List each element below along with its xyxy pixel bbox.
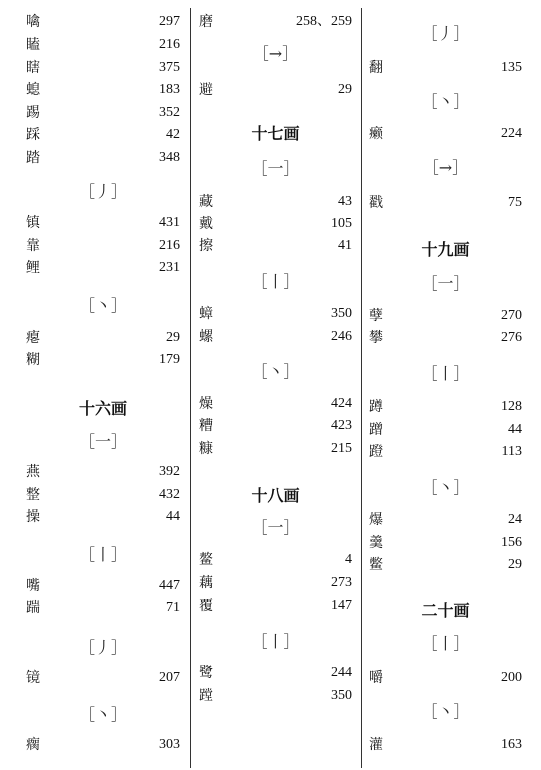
entry-character: 镇 [26, 215, 40, 231]
stroke-count-heading: 十七画 [251, 124, 300, 143]
index-entry [26, 148, 180, 168]
dot-leader [387, 124, 497, 144]
index-entry [369, 555, 522, 575]
entry-page-number: 71 [166, 600, 180, 615]
dot-leader [387, 306, 497, 326]
index-entry [199, 80, 352, 100]
entry-character: 覆 [199, 598, 213, 614]
entry-character: 糟 [199, 418, 213, 434]
stroke-count-heading: 十六画 [78, 399, 127, 418]
dot-leader [44, 735, 155, 755]
entry-character: 灌 [369, 737, 383, 753]
stroke-count-heading: 二十画 [421, 601, 470, 620]
entry-page-number: 431 [159, 215, 180, 230]
entry-character: 瘪 [26, 330, 40, 346]
dot-leader [397, 193, 504, 213]
dot-leader [217, 327, 327, 347]
dot-leader [44, 576, 155, 596]
entry-page-number: 207 [159, 670, 180, 685]
stroke-group-label: ［→］ [422, 158, 469, 177]
entry-page-number: 183 [159, 82, 180, 97]
stroke-group-label: ［一］ [78, 432, 127, 451]
index-entry [199, 416, 352, 436]
dot-leader [217, 686, 327, 706]
dot-leader [387, 397, 497, 417]
stroke-group-label: ［一］ [251, 518, 300, 537]
dot-leader [44, 12, 155, 32]
entry-character: 嚼 [369, 670, 383, 686]
entry-character: 鹭 [199, 665, 213, 681]
entry-page-number: 423 [331, 418, 352, 433]
index-entry [26, 80, 180, 100]
stroke-group-label: ［丶］ [78, 296, 127, 315]
entry-page-number: 350 [331, 306, 352, 321]
stroke-group-label: ［丶］ [251, 362, 300, 381]
dot-leader [44, 485, 155, 505]
dot-leader [217, 394, 327, 414]
entry-character: 瞌 [26, 37, 40, 53]
stroke-group-label: ［→］ [252, 44, 299, 63]
entry-character: 踩 [26, 127, 40, 143]
entry-character: 靠 [26, 238, 40, 254]
stroke-group-label: ［丶］ [421, 478, 470, 497]
entry-character: 藏 [199, 194, 213, 210]
index-entry [26, 735, 180, 755]
entry-page-number: 43 [338, 194, 352, 209]
dot-leader [44, 213, 155, 233]
dot-leader [44, 148, 155, 168]
entry-character: 翻 [369, 60, 383, 76]
entry-page-number: 432 [159, 487, 180, 502]
dot-leader [227, 236, 334, 256]
entry-page-number: 297 [159, 14, 180, 29]
dot-leader [44, 462, 155, 482]
index-entry [369, 533, 522, 553]
stroke-group-label: ［丨］ [78, 545, 127, 564]
dot-leader [387, 555, 504, 575]
index-entry [199, 327, 352, 347]
entry-page-number: 424 [331, 396, 352, 411]
index-entry [199, 394, 352, 414]
dot-leader [387, 668, 497, 688]
index-entry [26, 576, 180, 596]
index-entry [369, 668, 522, 688]
index-entry [369, 420, 522, 440]
stroke-group-label: ［一］ [251, 159, 300, 178]
entry-page-number: 113 [501, 444, 522, 459]
index-entry [26, 328, 180, 348]
entry-page-number: 352 [159, 105, 180, 120]
index-entry [26, 236, 180, 256]
entry-page-number: 4 [345, 552, 352, 567]
index-entry [369, 510, 522, 530]
dot-leader [44, 236, 155, 256]
entry-character: 螺 [199, 329, 213, 345]
entry-character: 糊 [26, 352, 40, 368]
index-entry [369, 735, 522, 755]
entry-character: 避 [199, 82, 213, 98]
index-entry [26, 12, 180, 32]
entry-character: 瘸 [26, 737, 40, 753]
entry-page-number: 135 [501, 60, 522, 75]
dot-leader [387, 735, 497, 755]
stroke-group-label: ［丿］ [78, 182, 127, 201]
entry-character: 蹬 [369, 444, 383, 460]
entry-page-number: 216 [159, 37, 180, 52]
entry-page-number: 147 [331, 598, 352, 613]
index-entry [199, 686, 352, 706]
entry-page-number: 258、259 [296, 14, 352, 29]
entry-page-number: 44 [166, 509, 180, 524]
index-entry [199, 550, 352, 570]
entry-character: 燕 [26, 464, 40, 480]
entry-page-number: 244 [331, 665, 352, 680]
dot-leader [54, 125, 162, 145]
entry-character: 爆 [369, 512, 383, 528]
entry-page-number: 348 [159, 150, 180, 165]
dot-leader [387, 420, 504, 440]
dot-leader [44, 668, 155, 688]
index-entry [199, 236, 352, 256]
entry-character: 操 [26, 509, 40, 525]
stroke-group-label: ［丨］ [251, 632, 300, 651]
entry-character: 噙 [26, 14, 40, 30]
dot-leader [217, 12, 292, 32]
dot-leader [227, 550, 341, 570]
dot-leader [387, 510, 504, 530]
dot-leader [387, 442, 498, 462]
index-entry [26, 35, 180, 55]
index-entry [369, 193, 522, 213]
index-entry [199, 304, 352, 324]
entry-page-number: 44 [508, 422, 522, 437]
dot-leader [217, 596, 327, 616]
entry-page-number: 179 [159, 352, 180, 367]
entry-character: 磨 [199, 14, 213, 30]
dot-leader [387, 533, 497, 553]
dot-leader [217, 663, 327, 683]
dot-leader [54, 507, 162, 527]
entry-character: 踢 [26, 105, 40, 121]
entry-page-number: 42 [166, 127, 180, 142]
entry-character: 鳖 [369, 557, 383, 573]
dot-leader [44, 258, 155, 278]
stroke-group-label: ［丿］ [421, 24, 470, 43]
dot-leader [44, 58, 155, 78]
entry-character: 踹 [26, 600, 40, 616]
entry-character: 鳌 [199, 552, 213, 568]
entry-character: 戳 [369, 195, 383, 211]
entry-character: 蹚 [199, 688, 213, 704]
entry-page-number: 216 [159, 238, 180, 253]
entry-character: 嘴 [26, 578, 40, 594]
index-entry [369, 328, 522, 348]
stroke-group-label: ［一］ [421, 274, 470, 293]
dot-leader [387, 328, 497, 348]
index-entry [369, 58, 522, 78]
stroke-group-label: ［丶］ [421, 92, 470, 111]
entry-character: 戴 [199, 216, 213, 232]
entry-character: 鲤 [26, 260, 40, 276]
entry-character: 攀 [369, 330, 383, 346]
index-entry [199, 214, 352, 234]
stroke-group-label: ［丿］ [78, 638, 127, 657]
entry-page-number: 29 [508, 557, 522, 572]
stroke-group-label: ［丨］ [251, 272, 300, 291]
index-entry [199, 192, 352, 212]
dot-leader [54, 328, 162, 348]
entry-page-number: 270 [501, 308, 522, 323]
index-entry [26, 507, 180, 527]
index-entry [199, 663, 352, 683]
stroke-group-label: ［丨］ [421, 634, 470, 653]
entry-page-number: 75 [508, 195, 522, 210]
entry-page-number: 276 [501, 330, 522, 345]
index-entry [369, 124, 522, 144]
entry-page-number: 273 [331, 575, 352, 590]
entry-page-number: 350 [331, 688, 352, 703]
entry-page-number: 303 [159, 737, 180, 752]
entry-character: 蹭 [369, 422, 383, 438]
stroke-group-label: ［丶］ [421, 702, 470, 721]
dot-leader [217, 304, 327, 324]
entry-page-number: 231 [159, 260, 180, 275]
dot-leader [217, 439, 327, 459]
index-entry [26, 125, 180, 145]
entry-character: 整 [26, 487, 40, 503]
index-entry [369, 397, 522, 417]
entry-page-number: 200 [501, 670, 522, 685]
index-entry [26, 258, 180, 278]
dot-leader [387, 58, 497, 78]
column-divider [190, 8, 191, 768]
dot-leader [44, 103, 155, 123]
dot-leader [217, 214, 327, 234]
entry-character: 擦 [199, 238, 213, 254]
entry-page-number: 375 [159, 60, 180, 75]
index-entry [369, 306, 522, 326]
stroke-count-heading: 十九画 [421, 240, 470, 259]
dot-leader [44, 80, 155, 100]
entry-character: 螅 [26, 82, 40, 98]
entry-page-number: 224 [501, 126, 522, 141]
dot-leader [227, 192, 334, 212]
entry-page-number: 128 [501, 399, 522, 414]
dot-leader [227, 80, 334, 100]
index-entry [369, 442, 522, 462]
entry-character: 糠 [199, 441, 213, 457]
dot-leader [44, 350, 155, 370]
index-entry [26, 103, 180, 123]
index-column-1 [26, 0, 180, 770]
index-entry [26, 213, 180, 233]
index-entry [26, 598, 180, 618]
index-entry [26, 485, 180, 505]
entry-page-number: 246 [331, 329, 352, 344]
entry-page-number: 105 [331, 216, 352, 231]
entry-page-number: 215 [331, 441, 352, 456]
dot-leader [217, 416, 327, 436]
entry-page-number: 24 [508, 512, 522, 527]
entry-character: 癞 [369, 126, 383, 142]
entry-page-number: 392 [159, 464, 180, 479]
entry-character: 蟑 [199, 306, 213, 322]
entry-page-number: 41 [338, 238, 352, 253]
entry-page-number: 156 [501, 535, 522, 550]
stroke-group-label: ［丨］ [421, 364, 470, 383]
entry-page-number: 447 [159, 578, 180, 593]
stroke-count-heading: 十八画 [251, 486, 300, 505]
entry-character: 蹲 [369, 399, 383, 415]
stroke-group-label: ［丶］ [78, 705, 127, 724]
dot-leader [54, 598, 162, 618]
entry-page-number: 163 [501, 737, 522, 752]
index-entry [26, 58, 180, 78]
index-entry [26, 462, 180, 482]
entry-character: 镜 [26, 670, 40, 686]
index-column-2 [199, 0, 352, 770]
index-column-3 [369, 0, 522, 770]
index-entry [199, 573, 352, 593]
entry-page-number: 29 [338, 82, 352, 97]
entry-character: 踏 [26, 150, 40, 166]
entry-character: 瞎 [26, 60, 40, 76]
entry-character: 羹 [369, 535, 383, 551]
dot-leader [44, 35, 155, 55]
dot-leader [217, 573, 327, 593]
entry-character: 藕 [199, 575, 213, 591]
column-divider [361, 8, 362, 768]
index-entry [199, 439, 352, 459]
entry-character: 孽 [369, 308, 383, 324]
index-entry [26, 668, 180, 688]
entry-character: 燥 [199, 396, 213, 412]
index-entry [26, 350, 180, 370]
entry-page-number: 29 [166, 330, 180, 345]
index-entry [199, 596, 352, 616]
index-entry [199, 12, 352, 32]
